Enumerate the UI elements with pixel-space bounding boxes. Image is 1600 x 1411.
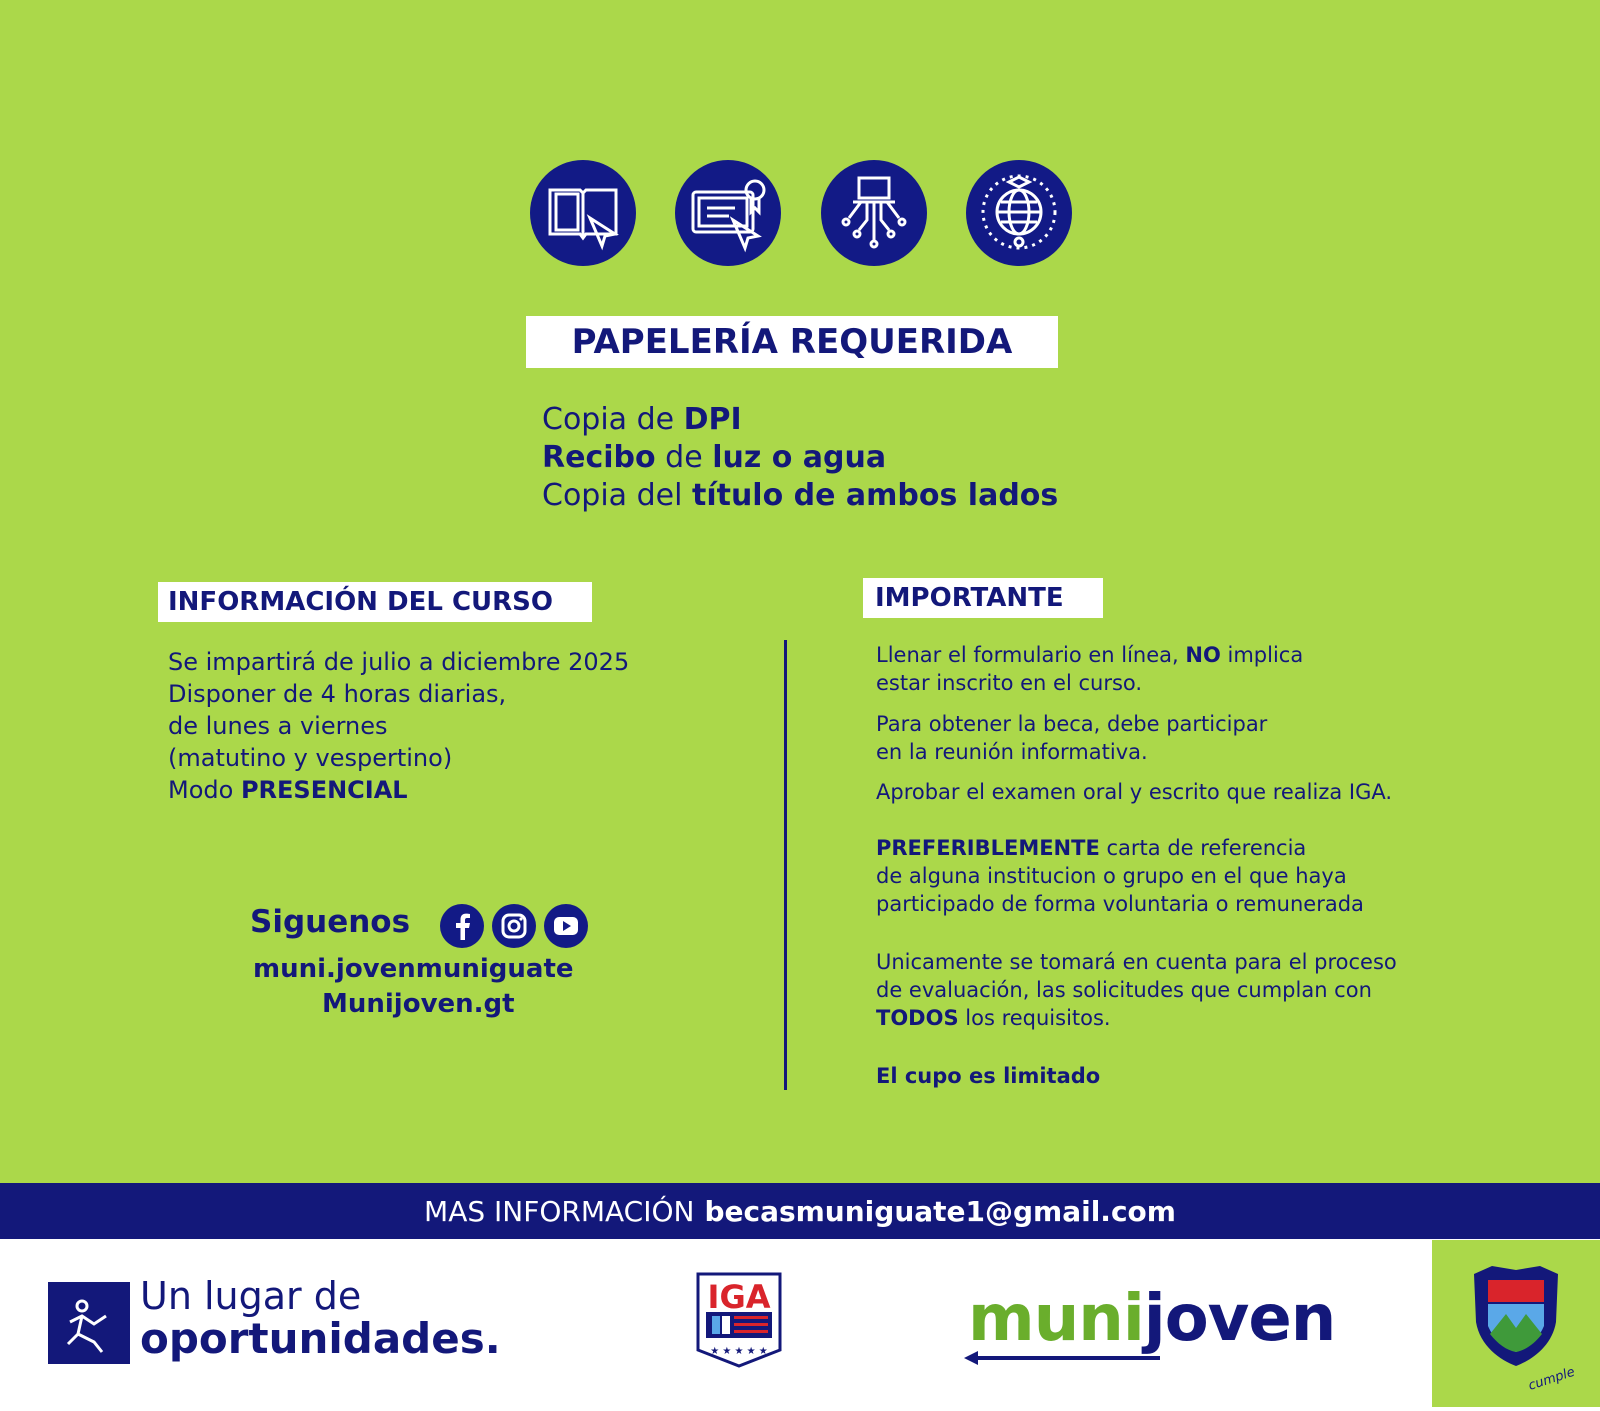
info-line: de lunes a viernes (168, 712, 388, 740)
info-modo-prefix: Modo (168, 776, 241, 804)
importante-emphasis: TODOS (876, 1006, 959, 1030)
importante-text: en la reunión informativa. (876, 740, 1148, 764)
munijoven-arrow-icon (962, 1350, 1162, 1366)
importante-text: de alguna institucion o grupo en el que haya (876, 864, 1347, 888)
info-modo-value: PRESENCIAL (240, 776, 408, 804)
contact-bar (0, 1183, 1600, 1239)
importante-text: de evaluación, las solicitudes que cumplan con (876, 978, 1372, 1002)
importante-text: implica (1220, 643, 1304, 667)
importante-item-3 (876, 778, 1392, 806)
importante-emphasis: NO (1185, 643, 1221, 667)
importante-emphasis: PREFERIBLEMENTE (876, 836, 1100, 860)
importante-text: Unicamente se tomará en cuenta para el proceso (876, 950, 1397, 974)
iga-logo-text: IGA (707, 1278, 771, 1316)
importante-text: participado de forma voluntaria o remunerada (876, 892, 1364, 916)
muni-runner-logo (48, 1282, 130, 1364)
requirement-recibo (542, 440, 886, 475)
social-handle-instagram[interactable]: muni.jovenmuniguate (253, 954, 574, 984)
papeleria-title: PAPELERÍA REQUERIDA (526, 316, 1058, 368)
requirement-recibo-label: Recibo (542, 440, 656, 475)
munijoven-logo (968, 1282, 1335, 1356)
requirement-dpi-value: DPI (683, 402, 742, 437)
icon-row (530, 160, 1070, 266)
importante-text: los requisitos. (958, 1006, 1111, 1030)
contact-email[interactable]: becasmuniguate1@gmail.com (704, 1194, 1176, 1228)
info-modo (168, 776, 408, 804)
info-line: (matutino y vespertino) (168, 744, 453, 772)
importante-item-4 (876, 834, 1364, 918)
importante-text: carta de referencia (1099, 836, 1307, 860)
importante-emphasis: El cupo es limitado (876, 1064, 1101, 1088)
importante-title: IMPORTANTE (863, 578, 1103, 618)
column-divider (784, 640, 787, 1090)
info-title: INFORMACIÓN DEL CURSO (158, 582, 592, 622)
importante-item-1 (876, 641, 1303, 697)
social-handle-web[interactable]: Munijoven.gt (322, 989, 515, 1019)
muni-crest-icon (1432, 1240, 1600, 1407)
requirement-dpi-prefix: Copia de (542, 402, 684, 437)
open-book-icon (530, 160, 636, 266)
importante-item-5 (876, 948, 1397, 1032)
requirement-titulo-value: título de ambos lados (691, 478, 1059, 513)
requirement-titulo (542, 478, 1058, 513)
facebook-icon[interactable] (440, 904, 484, 948)
youtube-icon[interactable] (544, 904, 588, 948)
requirement-recibo-connector: de (655, 440, 713, 475)
importante-text: Llenar el formulario en línea, (876, 643, 1186, 667)
crest-cumple-text: cumple (1526, 1364, 1577, 1394)
importante-item-2 (876, 710, 1267, 766)
iga-logo (694, 1270, 784, 1372)
munijoven-logo-joven: joven (1143, 1282, 1336, 1356)
tagline-line-1: Un lugar de (140, 1274, 362, 1318)
svg-text:★ ★ ★ ★ ★: ★ ★ ★ ★ ★ (710, 1346, 768, 1357)
importante-text: estar inscrito en el curso. (876, 671, 1143, 695)
info-line: Disponer de 4 horas diarias, (168, 680, 507, 708)
requirement-recibo-value: luz o agua (712, 440, 887, 475)
tagline-line-2: oportunidades. (140, 1314, 501, 1363)
instagram-icon[interactable] (492, 904, 536, 948)
certificate-icon (675, 160, 781, 266)
requirement-dpi (542, 402, 742, 437)
importante-item-6 (876, 1062, 1100, 1090)
global-education-icon (966, 160, 1072, 266)
contact-prefix: MAS INFORMACIÓN (424, 1194, 695, 1228)
siguenos-label: Siguenos (250, 904, 411, 940)
muni-crest-panel (1432, 1240, 1600, 1407)
info-line: Se impartirá de julio a diciembre 2025 (168, 648, 630, 676)
munijoven-logo-muni: muni (968, 1282, 1144, 1356)
importante-text: Aprobar el examen oral y escrito que realiza IGA. (876, 780, 1393, 804)
network-computer-icon (821, 160, 927, 266)
requirement-titulo-prefix: Copia del (542, 478, 692, 513)
importante-text: Para obtener la beca, debe participar (876, 712, 1268, 736)
